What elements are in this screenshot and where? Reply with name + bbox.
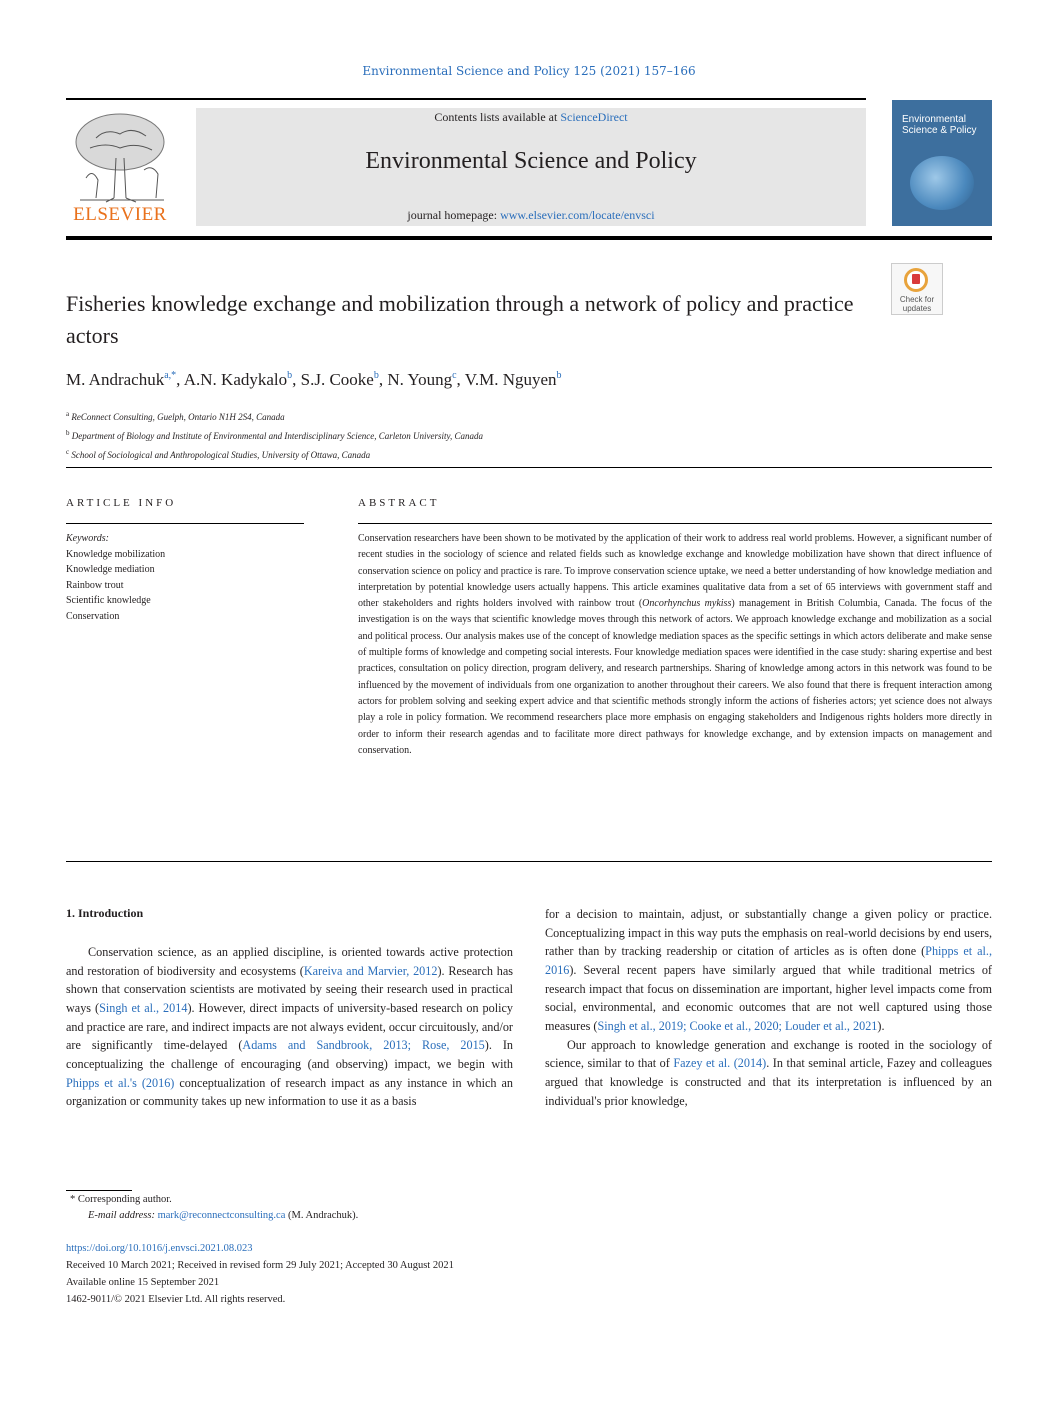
homepage-prefix: journal homepage: xyxy=(407,208,501,222)
keyword: Knowledge mediation xyxy=(66,564,155,575)
citation-link[interactable]: Fazey et al. (2014) xyxy=(673,1056,767,1071)
divider xyxy=(66,861,992,862)
cover-title: Environmental Science & Policy xyxy=(902,114,977,136)
doi-link[interactable]: https://doi.org/10.1016/j.envsci.2021.08.023 xyxy=(66,1243,253,1254)
keyword: Rainbow trout xyxy=(66,579,124,591)
abstract-heading: ABSTRACT xyxy=(358,497,440,509)
paragraph: Our approach to knowledge generation and exchange is rooted in the sociology of science, similar to that of Fazey et al. (2014). In that seminal article, Fazey and colleagues argued that knowledge is constructed and that its interpretation is influenced by an individual's prior knowledge, xyxy=(545,1037,992,1108)
corresponding-author-note: * Corresponding author. xyxy=(70,1194,172,1205)
email-link[interactable]: mark@reconnectconsulting.ca xyxy=(157,1210,286,1221)
elsevier-wordmark: ELSEVIER xyxy=(73,204,167,225)
header-rule xyxy=(66,98,866,100)
globe-icon xyxy=(910,156,974,210)
running-head[interactable]: Environmental Science and Policy 125 (2021) 157–166 xyxy=(362,64,696,78)
citation-link[interactable]: Singh et al., 2019; Cooke et al., 2020; Louder et al., 2021 xyxy=(597,1018,878,1033)
publication-info xyxy=(66,1240,766,1308)
crossmark-label: Check for updates xyxy=(899,295,935,313)
affiliation-marker[interactable]: a,* xyxy=(164,370,177,381)
citation-link[interactable]: Singh et al., 2014 xyxy=(99,1000,188,1015)
species-name: Oncorhynchus mykiss xyxy=(642,598,732,610)
article-title: Fisheries knowledge exchange and mobilization through a network of policy and practice actors xyxy=(66,291,854,348)
citation-link[interactable]: Phipps et al., 2016 xyxy=(545,944,993,977)
affiliation-marker[interactable]: b xyxy=(556,370,562,381)
author-list: M. Andrachuk$^{a,*}$, A.N. Kadykalo$^b$, S.J. Cooke$^b$, N. Young$^c$, V.M. Nguyen$^b$ xyxy=(66,370,562,389)
author-name[interactable]: S.J. Cooke xyxy=(300,370,374,389)
footnote-rule xyxy=(66,1190,132,1191)
citation-link[interactable]: Phipps et al.'s (2016) xyxy=(66,1075,175,1090)
affiliations xyxy=(66,406,966,463)
citation-link[interactable]: Kareiva and Marvier, 2012 xyxy=(303,963,438,978)
keyword: Conservation xyxy=(66,610,120,622)
paragraph: for a decision to maintain, adjust, or substantially change a given policy or practice. Conceptualizing impact in this way puts the emphasis on real-world decisions by end users, rather than by tracking readership or citation of articles as is often done (Phipps et al., 2016). Several recent papers have similarly argued that while traditional metrics of research impact that focus on dissemination are important, higher level impacts come from social, environmental, and economic outcomes that are not well captured using those measures (Singh et al., 2019; Cooke et al., 2020; Louder et al., 2021). xyxy=(545,907,993,1033)
divider xyxy=(66,467,992,468)
author-name[interactable]: V.M. Nguyen xyxy=(464,370,557,389)
affiliation: $^b$ Department of Biology and Institute of Environmental and Interdisciplinary Science, Carleton University, Canada xyxy=(66,429,484,441)
masthead-rule xyxy=(66,236,992,240)
divider xyxy=(66,523,304,524)
tree-icon xyxy=(66,108,174,204)
journal-cover-image[interactable] xyxy=(892,100,992,226)
copyright: 1462-9011/© 2021 Elsevier Ltd. All rights reserved. xyxy=(66,1294,286,1305)
affiliation-marker[interactable]: c xyxy=(452,370,457,381)
crossmark-icon xyxy=(904,268,928,292)
email-note: E-mail address: mark@reconnectconsulting.ca (M. Andrachuk). xyxy=(88,1210,359,1221)
journal-homepage xyxy=(196,208,866,223)
keyword: Knowledge mobilization xyxy=(66,548,166,560)
affiliation-marker[interactable]: b xyxy=(287,370,293,381)
sciencedirect-link[interactable]: ScienceDirect xyxy=(560,110,628,124)
abstract-text: Conservation researchers have been shown to be motivated by the application of their work to address real world problems. However, a significant number of recent studies in the sociology of science and related fields such as knowledge exchange and knowledge mobilization have shown that direct influence of conservation science on policy and practice is rare. To improve conservation science uptake, we need a better understanding of how knowledge mediation and interpretation by potential knowledge users actually happens. This article examines qualitative data from a set of 65 interviews with government staff and other stakeholders and rights holders involved with rainbow trout (Oncorhynchus mykiss) management in British Columbia, Canada. The focus of the investigation is on the ways that scientific knowledge moves through this network of actors. We approach knowledge exchange and mobilization as a social and political process. Our analysis makes use of the concept of knowledge mediation spaces as the specific settings in which actors deliberate and make sense of multiple forms of knowledge and competing social interests. Four knowledge mediation spaces were identified in the case study: sharing expertise and best practices, consultation on policy direction, program delivery, and research partnerships. Sharing of knowledge among actors in this network was found to be influenced by the movement of individuals from one organization to another throughout their careers. We also found that there is frequent interaction among actors for problem solving and seeking expert advice and that scientific methods strongly inform the actions of fisheries actors; yet science does not always play a role in policy formation. We recommend researchers place more emphasis on engaging stakeholders and Indigenous rights holders more directly in order to inform their research agendas and to facilitate more direct pathways for knowledge exchange, and by extension impacts on management and conservation. xyxy=(358,533,992,756)
citation-link[interactable]: Adams and Sandbrook, 2013; Rose, 2015 xyxy=(242,1038,485,1053)
journal-title: Environmental Science and Policy xyxy=(365,148,697,174)
author-name[interactable]: A.N. Kadykalo xyxy=(183,370,288,389)
available-online: Available online 15 September 2021 xyxy=(66,1277,220,1288)
keywords-block xyxy=(66,531,304,624)
divider xyxy=(358,523,992,524)
elsevier-logo[interactable] xyxy=(66,108,174,226)
check-for-updates-button[interactable] xyxy=(891,263,943,315)
body-column-left xyxy=(66,943,513,1111)
received-dates: Received 10 March 2021; Received in revised form 29 July 2021; Accepted 30 August 2021 xyxy=(66,1260,454,1271)
author-name[interactable]: N. Young xyxy=(387,370,453,389)
article-info-heading: ARTICLE INFO xyxy=(66,497,177,509)
affiliation: $^a$ ReConnect Consulting, Guelph, Ontario N1H 2S4, Canada xyxy=(66,410,285,422)
keyword: Scientific knowledge xyxy=(66,595,151,606)
paragraph: Conservation science, as an applied discipline, is oriented towards active protection and restoration of biodiversity and ecosystems (Kareiva and Marvier, 2012). Research has shown that conservation scientists are motivated by seeing their research used in practical ways (Singh et al., 2014). However, direct impacts of university-based research on policy and practice are rare, and indirect impacts are not always evident, occur circuitously, and/or are significantly time-delayed (Adams and Sandbrook, 2013; Rose, 2015). In conceptualizing the challenge of encouraging (and observing) impact, we begin with Phipps et al.'s (2016) conceptualization of research impact as any instance in which an organization or community takes up new information to use it as a basis xyxy=(66,945,514,1109)
homepage-link[interactable]: www.elsevier.com/locate/envsci xyxy=(500,208,655,222)
contents-line xyxy=(196,110,866,125)
section-heading-introduction: 1. Introduction xyxy=(66,906,144,920)
footnotes xyxy=(66,1192,666,1224)
affiliation: $^c$ School of Sociological and Anthropological Studies, University of Ottawa, Canada xyxy=(66,448,371,460)
journal-banner xyxy=(196,108,866,226)
contents-prefix: Contents lists available at xyxy=(434,110,561,124)
affiliation-marker[interactable]: b xyxy=(373,370,379,381)
body-column-right xyxy=(545,905,992,1110)
keywords-label: Keywords: xyxy=(66,533,109,544)
author-name[interactable]: M. Andrachuk xyxy=(66,370,165,389)
